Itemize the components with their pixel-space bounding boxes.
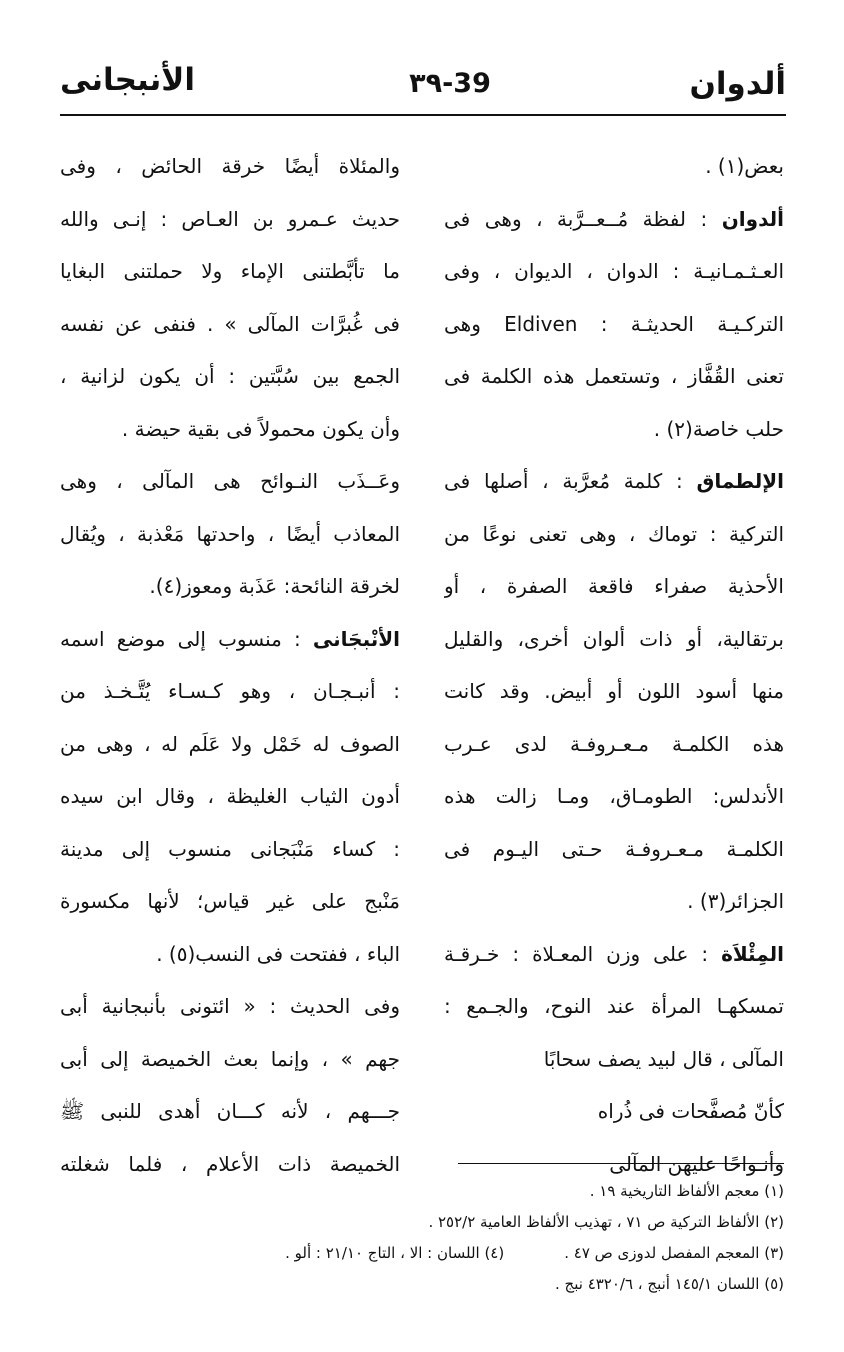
headword: الإلطماق (696, 469, 784, 493)
footnote-5 (60, 1269, 784, 1300)
text-line: الباء ، ففتحت فى النسب(٥) . (156, 941, 400, 966)
text-line: : كساء مَنْبَجانى منسوب إلى مدينة (60, 836, 400, 861)
text-line: : أنبـجـان ، وهو كـسـاء يُتَّـخـذ من (60, 679, 400, 703)
headword: المِئْلاَة (721, 941, 784, 966)
headword: ألدوان (721, 206, 784, 231)
text-line: أدون الثياب الغليظة ، وقال ابن سيده (60, 784, 400, 808)
text-line: الجزائر(٣) . (687, 889, 784, 913)
verse-line: كأنّ مُصفَّحات فى ذُراه (597, 1099, 784, 1123)
text-line: الأندلس: الطومـاق، ومـا زالت هذه (444, 784, 784, 808)
right-column (444, 140, 784, 1190)
text-line: ما تأبَّطتنى الإماء ولا حملتنى البغايا (60, 259, 400, 283)
left-column (60, 140, 400, 1190)
text-line: التركية : توماك ، وهى تعنى نوعًا من (444, 521, 784, 546)
text-line: الكلمـة مـعـروفـة حـتى اليـوم فى (444, 836, 784, 861)
footnote-2-text: (٢) الألفاظ التركية ص ٧١ ، تهذيب الألفاظ العامية ٢٥٢/٢ . (428, 1213, 784, 1231)
text-line: المعاذب أيضًا ، واحدتها مَعْذبة ، ويُقال (60, 521, 400, 546)
footnote-rule (458, 1163, 784, 1164)
text-line: مَنْبج على غير قياس؛ لأنها مكسورة (60, 889, 400, 913)
running-head-left: الأنبجانى (60, 62, 195, 98)
footnote-2 (60, 1207, 784, 1238)
headword: الأنْبجَانى (312, 626, 400, 651)
text-line: الأحذية صفراء فاقعة الصفرة ، أو (444, 574, 784, 598)
footnote-4-text: (٤) اللسان : الا ، التاج ٢١/١٠ : ألو . (285, 1244, 505, 1262)
text-line: جـــهم ، لأنه كـــان أهدى للنبى ﷺ (60, 1099, 400, 1123)
text-line: التركـيـة الحديثـة : Eldiven وهى (444, 311, 784, 336)
footnote-1 (60, 1176, 784, 1207)
entry-line-mila: المِئْلاَة : على وزن المعـلاة : خـرقـة (444, 941, 784, 966)
footnote-1-text: (١) معجم الألفاظ التاريخية ١٩ . (589, 1182, 784, 1200)
text-line: بعض(١) . (705, 154, 784, 178)
text-line: وعَــذَب النـوائح هى المآلى ، وهى (60, 469, 400, 493)
verse-line: وأنـواحًا عليهن المآلى (609, 1151, 784, 1176)
entry-line-dawan: ألدوان : لفظة مُــعــرَّبة ، وهى فى (444, 206, 784, 231)
text-line: الجمع بين سُبَّتين : أن يكون لزانية ، (60, 364, 400, 388)
text-line: تعنى القُفَّاز ، وتستعمل هذه الكلمة فى (444, 364, 784, 388)
page-number: ٣٩-39 (409, 68, 491, 99)
text-line: والمئلاة أيضًا خرقة الحائض ، وفى (60, 154, 400, 178)
text-line: العـثـمـانيـة : الدوان ، الديوان ، وفى (444, 259, 784, 283)
text-line: جهم » ، وإنما بعث الخميصة إلى أبى (60, 1046, 400, 1071)
page-header (60, 58, 786, 108)
entry-line-anbajani: الأنْبجَانى : منسوب إلى موضع اسمه (60, 626, 400, 651)
text-line: الصوف له خَمْل ولا عَلَم له ، وهى من (60, 731, 400, 756)
text-line: لخرقة النائحة: عَذَبة ومعوز(٤). (149, 574, 400, 598)
text-line: وأن يكون محمولاً فى بقية حيضة . (121, 416, 400, 441)
running-head-right: ألدوان (689, 66, 786, 102)
text-line: منها أسود اللون أو أبيض. وقد كانت (444, 679, 784, 703)
text-line: وفى الحديث : « ائتونى بأنبجانية أبى (60, 994, 400, 1018)
text-line: حلب خاصة(٢) . (653, 416, 784, 441)
header-rule (60, 114, 786, 116)
text-line: حديث عـمرو بن العـاص : إنـى والله (60, 206, 400, 231)
footnotes (60, 1176, 784, 1300)
footnote-5-text: (٥) اللسان ١٤٥/١ أنبج ، ٤٣٢٠/٦ نبج . (554, 1275, 784, 1293)
text-line: هذه الكلمـة مـعـروفـة لدى عـرب (444, 731, 784, 756)
text-line: المآلى ، قال لبيد يصف سحابًا (543, 1046, 784, 1071)
entry-line-iltmaq: الإلطماق : كلمة مُعرَّبة ، أصلها فى (444, 469, 784, 493)
text-line: الخميصة ذات الأعلام ، فلما شغلته (60, 1151, 400, 1176)
footnote-3-4 (60, 1238, 784, 1269)
text-line: برتقالية، أو ذات ألوان أخرى، والقليل (444, 626, 784, 651)
footnote-3-text: (٣) المعجم المفصل لدوزى ص ٤٧ . (564, 1244, 784, 1262)
text-line: تمسكهـا المرأة عند النوح، والجـمع : (444, 994, 784, 1018)
text-line: فى غُبرَّات المآلى » . فنفى عن نفسه (60, 311, 400, 336)
